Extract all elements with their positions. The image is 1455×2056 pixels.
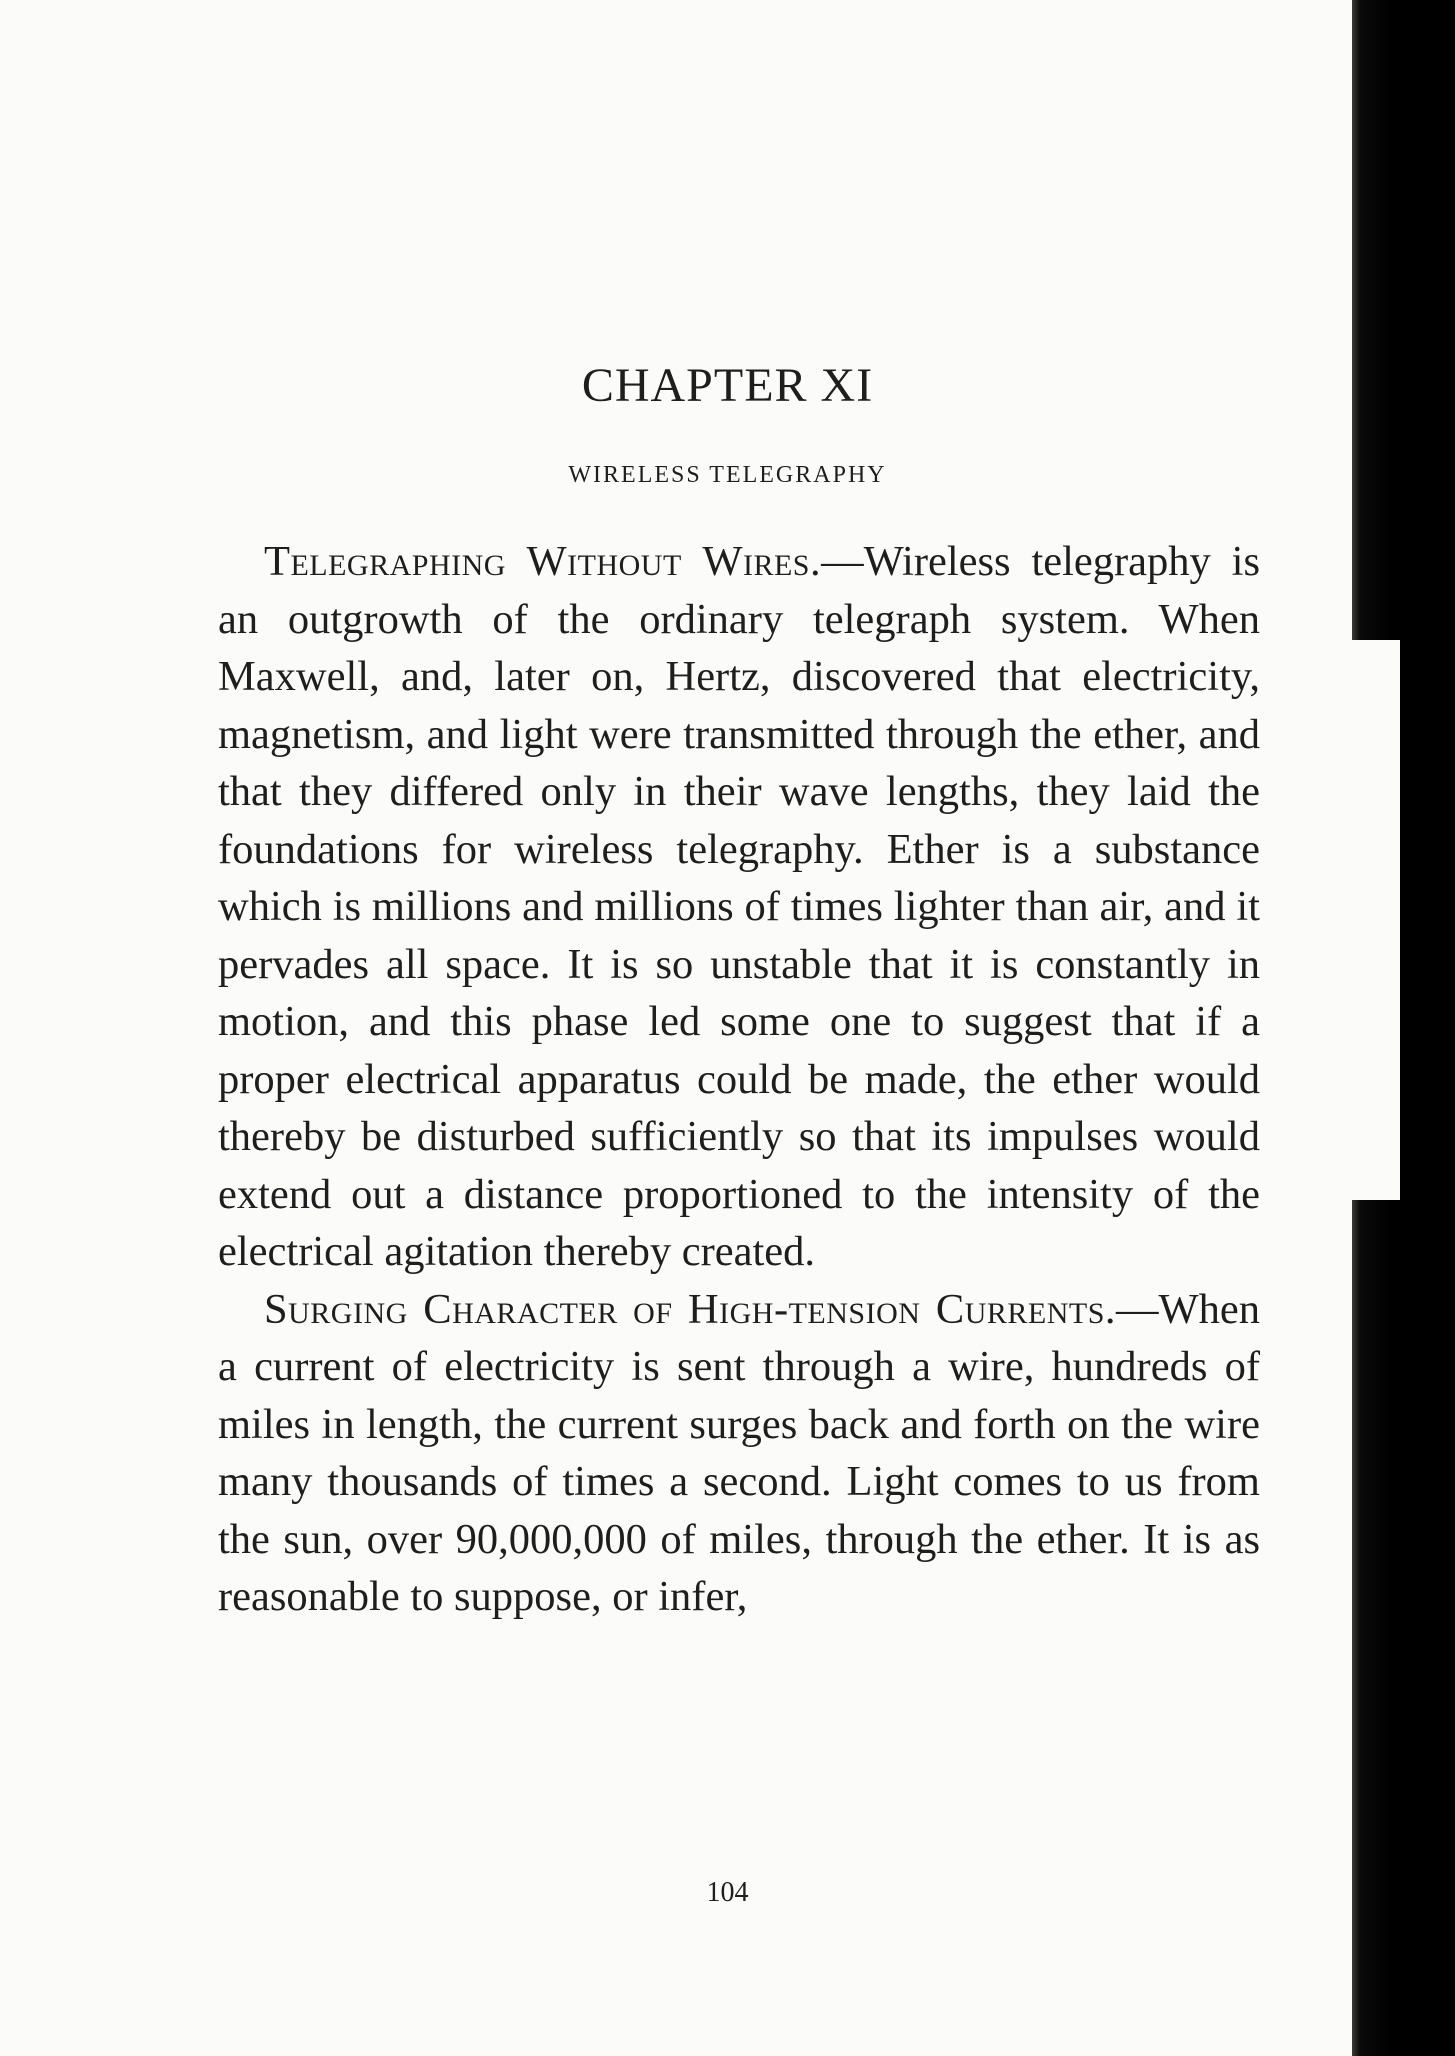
paragraph-telegraphing-without-wires — [218, 533, 1260, 1281]
section-heading: Surging Character of High-tension Currents. — [264, 1285, 1117, 1333]
chapter-subtitle: WIRELESS TELEGRAPHY — [568, 462, 887, 488]
paragraph-text: —Wireless telegraphy is an outgrowth of the ordinary telegraph system. When Maxwell, and, later on, Hertz, discovered that electricity, magnetism, and light were transmitted through the ether, and that they differed only in their wave lengths, they laid the foundations for wireless telegraphy. Ether is a substance which is millions and millions of times lighter than air, and it pervades all space. It is so unstable that it is constantly in motion, and this phase led some one to suggest that if a proper electrical apparatus could be made, the ether would thereby be disturbed sufficiently so that its impulses would extend out a distance proportioned to the intensity of the electrical agitation thereby created. — [218, 538, 1260, 1275]
chapter-title: CHAPTER XI — [581, 359, 874, 412]
section-heading: Telegraphing Without Wires. — [264, 538, 822, 585]
body-text — [218, 533, 1260, 1626]
page-edge-strip — [1400, 640, 1455, 1200]
page-number: 104 — [706, 1877, 749, 1908]
paragraph-text: —When a current of electricity is sent through a wire, hundreds of miles in length, the current surges back and forth on the wire many thousands of times a second. Light comes to us from the sun, over 90,000,000 of miles, through the ether. It is as reasonable to suppose, or infer, — [218, 1285, 1260, 1620]
paragraph-surging-character — [218, 1281, 1260, 1626]
